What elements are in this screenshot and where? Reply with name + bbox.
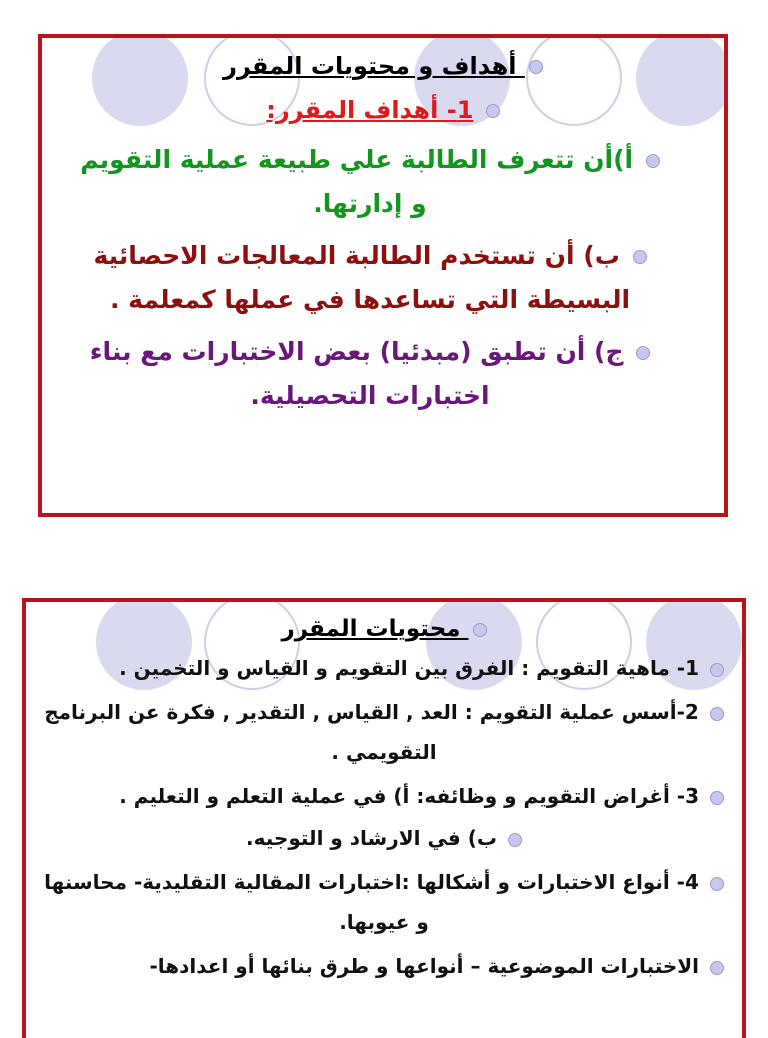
bullet-icon bbox=[486, 104, 500, 118]
goal-a-text: أ)أن تتعرف الطالبة علي طبيعة عملية التقويم و إدارتها. bbox=[80, 145, 634, 218]
title-text: أهداف و محتويات المقرر bbox=[223, 52, 517, 80]
item-3-text: 3- أغراض التقويم و وظائفه: أ) في عملية التعلم و التعليم . bbox=[119, 784, 700, 808]
goal-c-text: ج) أن تطبق (مبدئيا) بعض الاختبارات مع بناء اختبارات التحصيلية. bbox=[89, 337, 624, 410]
slide-goals bbox=[38, 34, 728, 517]
slide-title bbox=[42, 52, 724, 80]
section-heading-text: 1- أهداف المقرر: bbox=[266, 96, 474, 124]
goal-b bbox=[42, 234, 724, 322]
bullet-icon bbox=[529, 60, 543, 74]
item-3b-text: ب) في الارشاد و التوجيه. bbox=[246, 826, 497, 850]
item-5-text: الاختبارات الموضوعية – أنواعها و طرق بنائها أو اعدادها- bbox=[149, 954, 700, 978]
bullet-icon bbox=[710, 791, 724, 805]
goal-c bbox=[42, 330, 724, 418]
item-2-text: 2-أسس عملية التقويم : العد , القياس , التقدير , فكرة عن البرنامج التقويمي . bbox=[44, 700, 699, 764]
bullet-icon bbox=[636, 346, 650, 360]
slide-contents bbox=[22, 598, 746, 1038]
goal-b-text: ب) أن تستخدم الطالبة المعالجات الاحصائية البسيطة التي تساعدها في عملها كمعلمة . bbox=[93, 241, 631, 314]
content-item-3b bbox=[26, 818, 742, 858]
content-item-5 bbox=[26, 946, 742, 986]
bullet-icon bbox=[710, 877, 724, 891]
content-item-3 bbox=[26, 776, 742, 816]
bullet-icon bbox=[633, 250, 647, 264]
bullet-icon bbox=[710, 961, 724, 975]
bullet-icon bbox=[710, 663, 724, 677]
slide-content bbox=[26, 602, 742, 986]
content-item-4 bbox=[26, 862, 742, 942]
content-item-1 bbox=[26, 648, 742, 688]
slide-content bbox=[42, 38, 724, 418]
goal-a bbox=[42, 138, 724, 226]
item-1-text: 1- ماهية التقويم : الفرق بين التقويم و القياس و التخمين . bbox=[119, 656, 700, 680]
section-heading bbox=[42, 88, 724, 132]
bullet-icon bbox=[710, 707, 724, 721]
bullet-icon bbox=[508, 833, 522, 847]
bullet-icon bbox=[473, 623, 487, 637]
title-text: محتويات المقرر bbox=[281, 616, 461, 642]
slide-title bbox=[26, 616, 742, 642]
bullet-icon bbox=[646, 154, 660, 168]
item-4-text: 4- أنواع الاختبارات و أشكالها :اختبارات المقالية التقليدية- محاسنها و عيوبها. bbox=[44, 870, 699, 934]
content-item-2 bbox=[26, 692, 742, 772]
